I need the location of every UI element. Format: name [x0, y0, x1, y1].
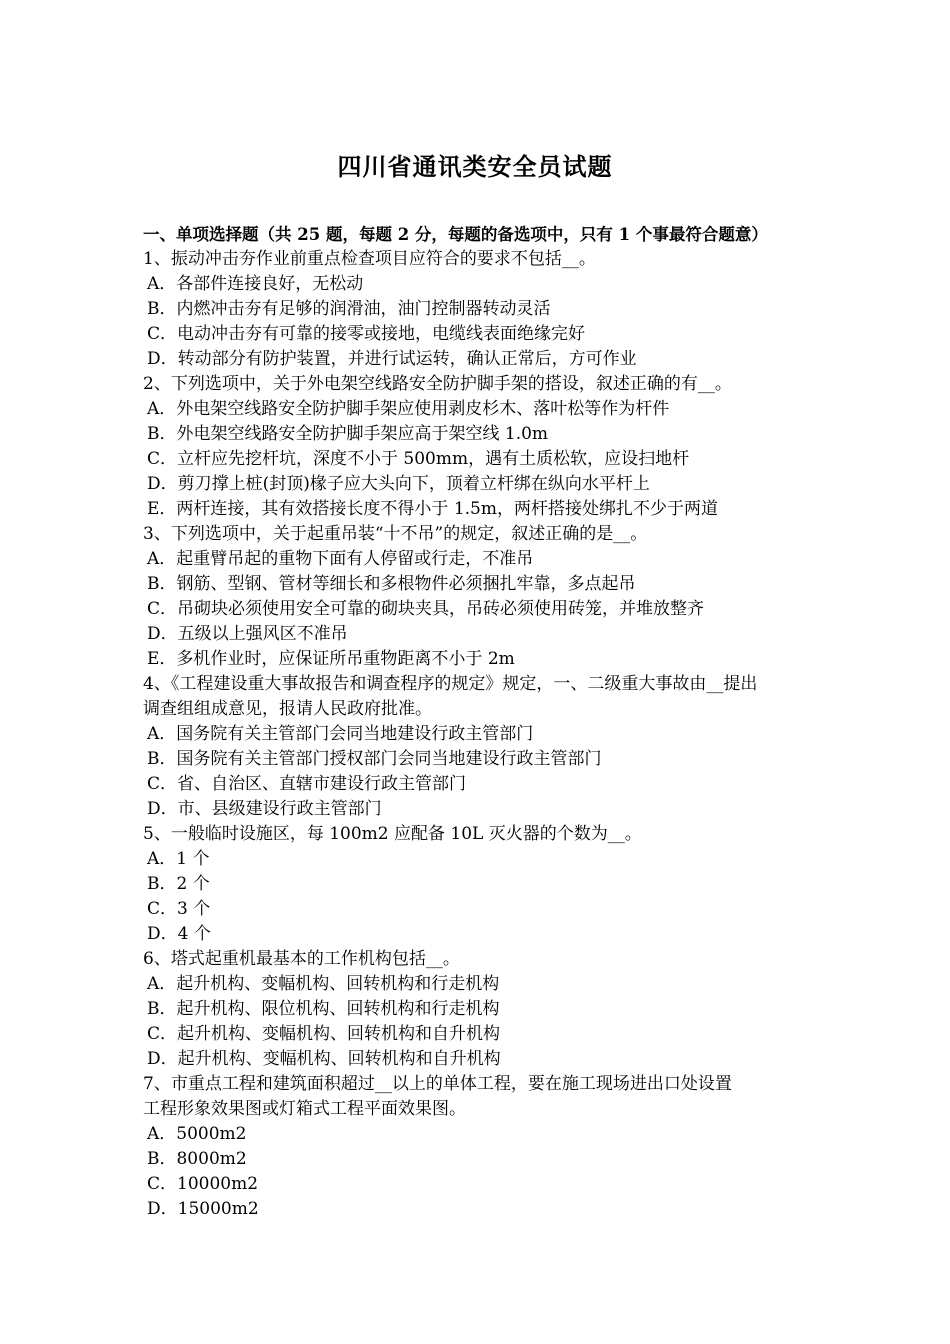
- option-a: A．国务院有关主管部门会同当地建设行政主管部门: [147, 724, 534, 744]
- option-d: D．4 个: [147, 924, 211, 944]
- option-b: B．起升机构、限位机构、回转机构和行走机构: [147, 999, 500, 1019]
- option-c: C．起升机构、变幅机构、回转机构和自升机构: [147, 1024, 501, 1044]
- option-b: B．内燃冲击夯有足够的润滑油，油门控制器转动灵活: [147, 299, 551, 319]
- option-b: B．8000m2: [147, 1149, 247, 1169]
- option-c: C．吊砌块必须使用安全可靠的砌块夹具，吊砖必须使用砖笼，并堆放整齐: [147, 599, 705, 619]
- option-e: E．两杆连接，其有效搭接长度不得小于 1.5m，两杆搭接处绑扎不少于两道: [147, 499, 718, 519]
- option-d: D．市、县级建设行政主管部门: [147, 799, 382, 819]
- question-7: [143, 1072, 813, 1222]
- option-c: C．省、自治区、直辖市建设行政主管部门: [147, 774, 467, 794]
- question-text: 5、一般临时设施区，每 100m2 应配备 10L 灭火器的个数为__。: [143, 824, 642, 844]
- question-text: 3、下列选项中，关于起重吊装“十不吊”的规定，叙述正确的是__。: [143, 524, 648, 544]
- question-text: 6、塔式起重机最基本的工作机构包括__。: [143, 949, 460, 969]
- question-1: [143, 247, 813, 372]
- option-d: D．五级以上强风区不准吊: [147, 624, 348, 644]
- question-text: 7、市重点工程和建筑面积超过__以上的单体工程，要在施工现场进出口处设置: [143, 1074, 732, 1094]
- option-a: A．起重臂吊起的重物下面有人停留或行走，不准吊: [147, 549, 534, 569]
- section-header: 一、单项选择题（共 25 题，每题 2 分，每题的备选项中，只有 1 个事最符合题意）: [143, 225, 768, 244]
- option-a: A．1 个: [147, 849, 210, 869]
- question-6: [143, 947, 813, 1072]
- option-a: A．外电架空线路安全防护脚手架应使用剥皮杉木、落叶松等作为杆件: [147, 399, 670, 419]
- question-text: 1、振动冲击夯作业前重点检查项目应符合的要求不包括__。: [143, 249, 596, 269]
- option-e: E．多机作业时，应保证所吊重物距离不小于 2m: [147, 649, 515, 669]
- document-body: [143, 222, 813, 1222]
- question-text: 4、《工程建设重大事故报告和调查程序的规定》规定，一、二级重大事故由__提出: [143, 674, 758, 694]
- option-d: D．剪刀撑上桩(封顶)椽子应大头向下，顶着立杆绑在纵向水平杆上: [147, 474, 650, 494]
- question-4: [143, 672, 813, 822]
- option-b: B．钢筋、型钢、管材等细长和多根物件必须捆扎牢靠，多点起吊: [147, 574, 636, 594]
- option-b: B．国务院有关主管部门授权部门会同当地建设行政主管部门: [147, 749, 602, 769]
- option-a: A．起升机构、变幅机构、回转机构和行走机构: [147, 974, 500, 994]
- question-text-continued: 调查组组成意见，报请人民政府批准。: [143, 699, 432, 719]
- option-a: A．各部件连接良好，无松动: [147, 274, 364, 294]
- page-title: 四川省通讯类安全员试题: [337, 152, 613, 181]
- question-2: [143, 372, 813, 522]
- option-c: C．3 个: [147, 899, 211, 919]
- option-d: D．15000m2: [147, 1199, 259, 1219]
- option-c: C．立杆应先挖杆坑，深度不小于 500mm，遇有土质松软，应设扫地杆: [147, 449, 690, 469]
- option-d: D．转动部分有防护装置，并进行试运转，确认正常后，方可作业: [147, 349, 637, 369]
- option-a: A．5000m2: [147, 1124, 247, 1144]
- option-c: C．10000m2: [147, 1174, 259, 1194]
- option-b: B．2 个: [147, 874, 210, 894]
- option-c: C．电动冲击夯有可靠的接零或接地，电缆线表面绝缘完好: [147, 324, 586, 344]
- question-text: 2、下列选项中，关于外电架空线路安全防护脚手架的搭设，叙述正确的有__。: [143, 374, 732, 394]
- question-text-continued: 工程形象效果图或灯箱式工程平面效果图。: [143, 1099, 466, 1119]
- question-5: [143, 822, 813, 947]
- option-b: B．外电架空线路安全防护脚手架应高于架空线 1.0m: [147, 424, 549, 444]
- option-d: D．起升机构、变幅机构、回转机构和自升机构: [147, 1049, 501, 1069]
- question-3: [143, 522, 813, 672]
